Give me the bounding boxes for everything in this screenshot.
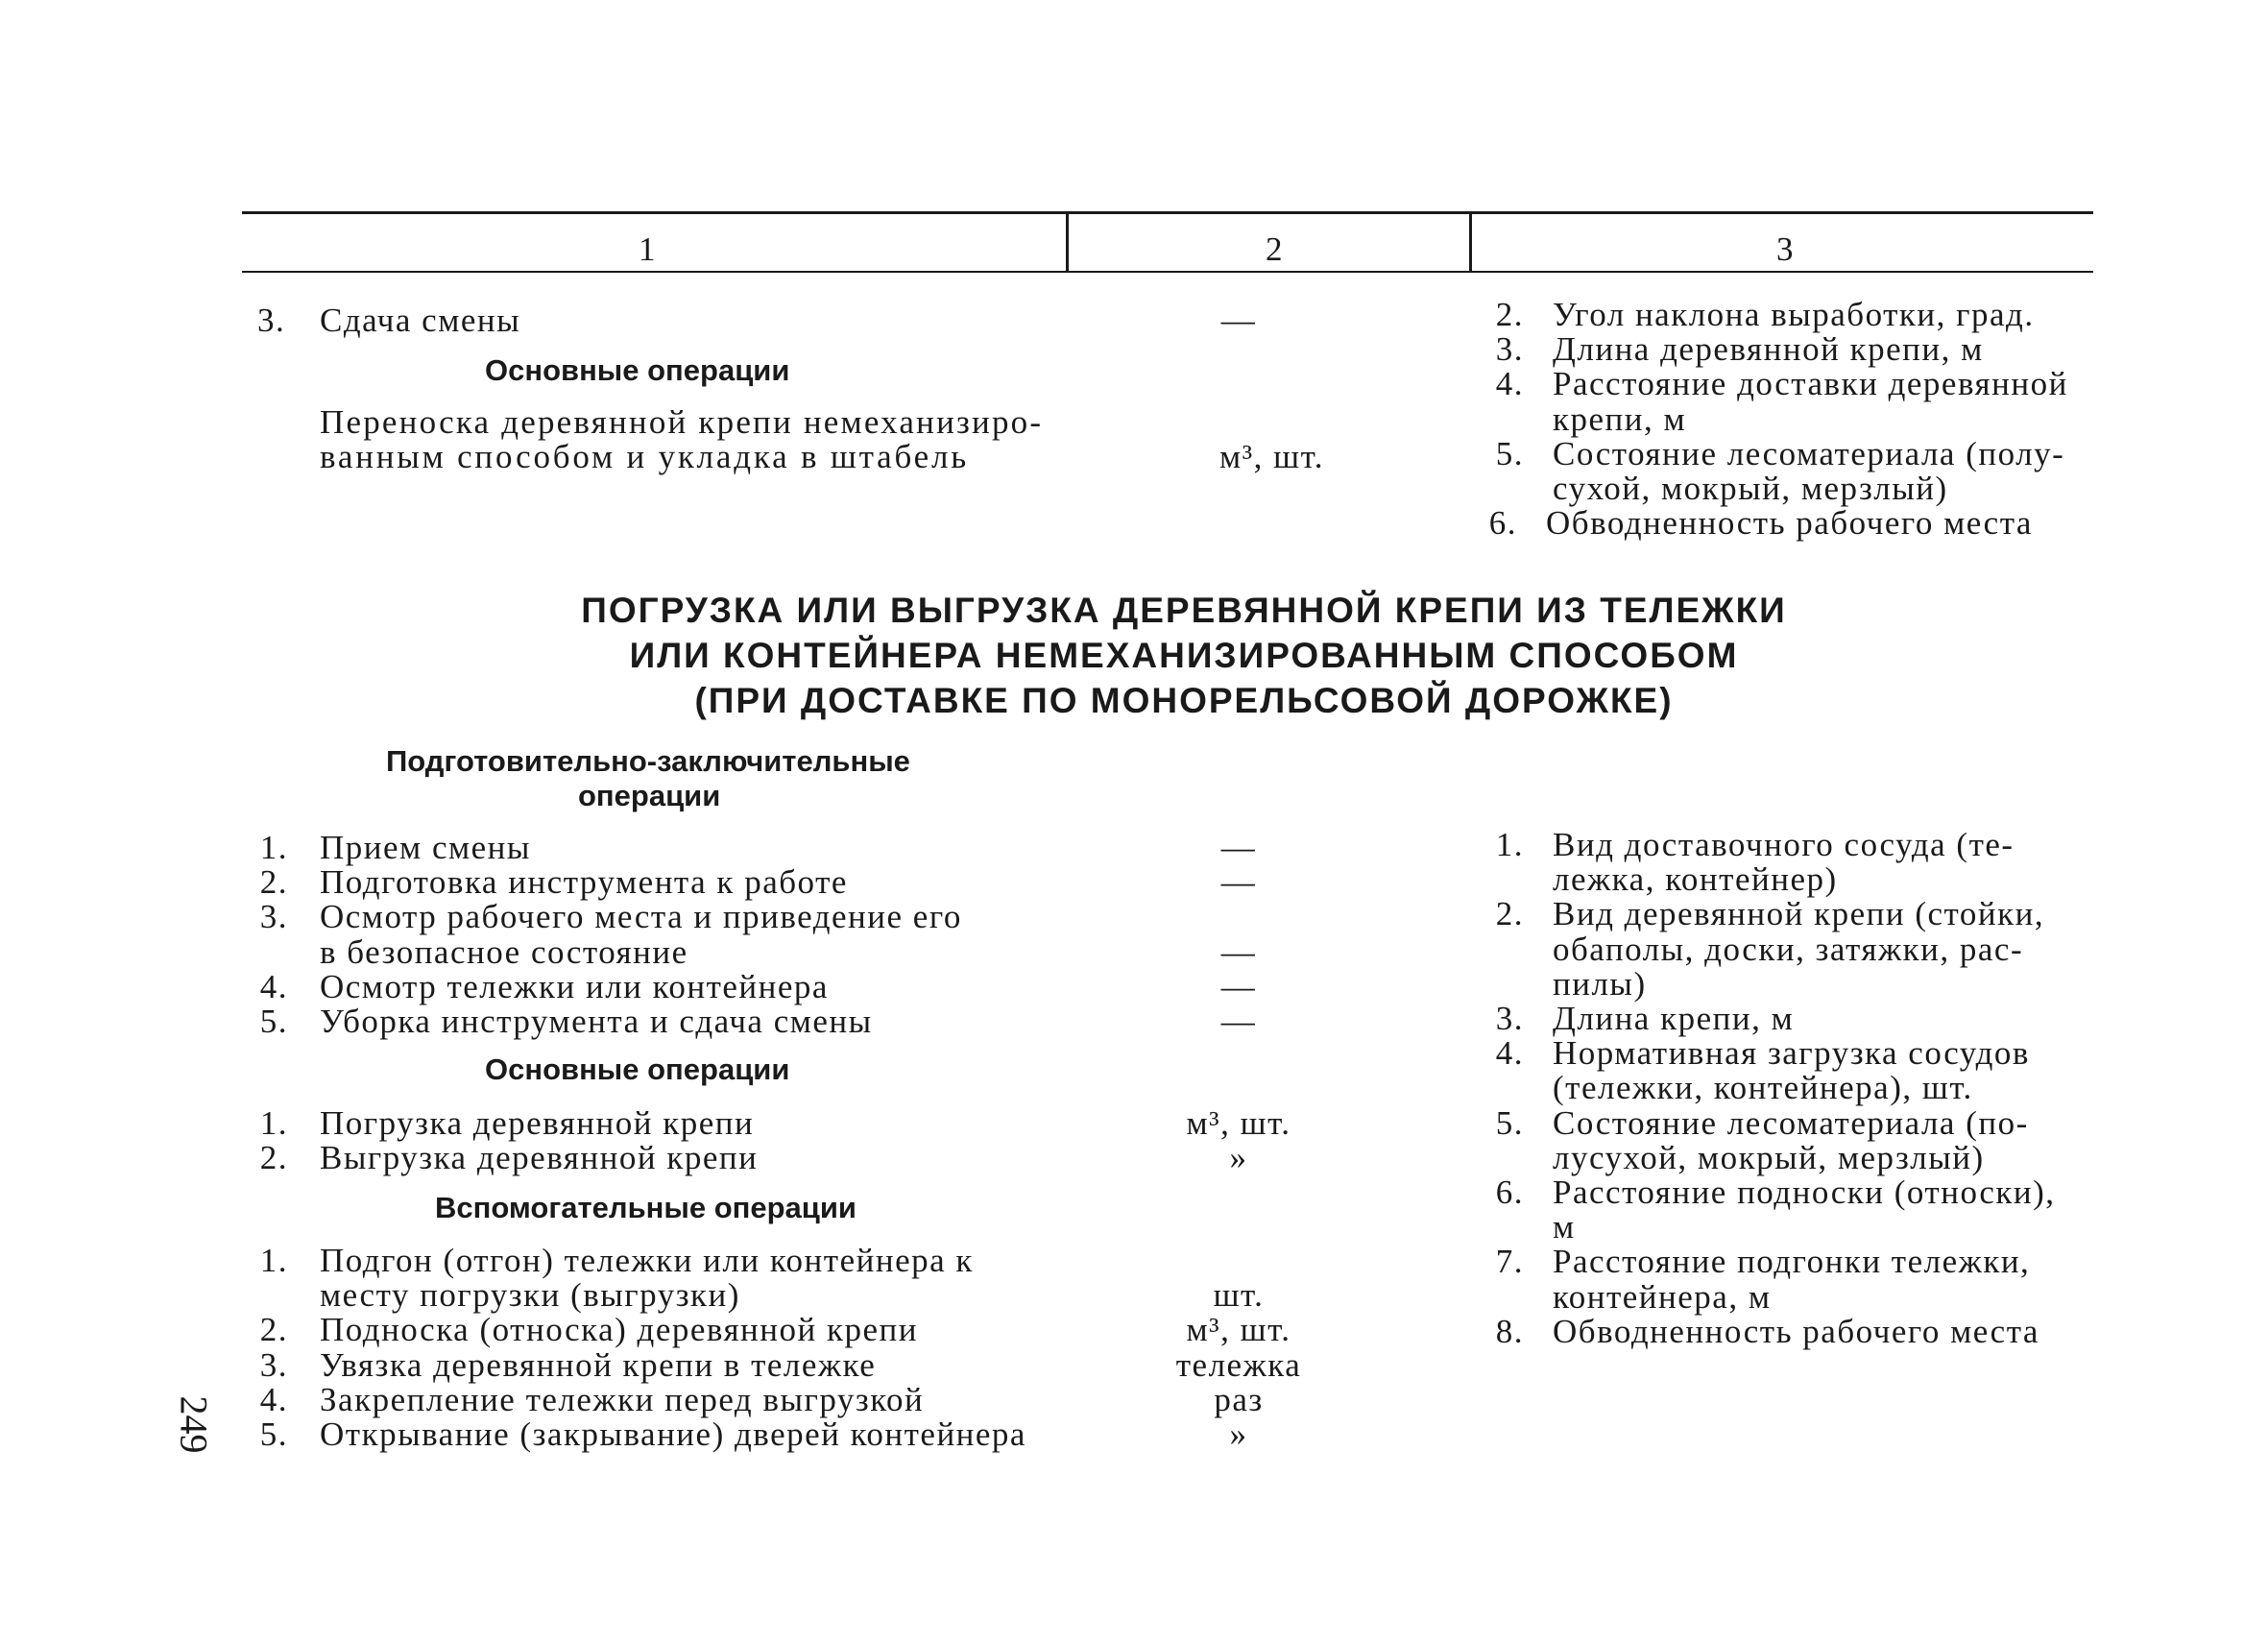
prep-item-text: Прием смены [320, 829, 531, 866]
factor-text: м [1553, 1208, 1576, 1246]
main-item-text: Погрузка деревянной крепи [320, 1104, 755, 1142]
s1-factor-num: 5. [1495, 434, 1524, 472]
factor-text: Длина крепи, м [1553, 1000, 1795, 1037]
header-col2: 2 [1266, 230, 1284, 268]
main-item-unit: м³, шт. [1186, 1104, 1291, 1142]
s1-factor-text: сухой, мокрый, мерзлый) [1553, 470, 1948, 507]
s1-factor-num: 3. [1495, 330, 1524, 369]
aux-item-unit: тележка [1175, 1345, 1302, 1384]
factor-text: пилы) [1553, 964, 1647, 1003]
prep-item-unit: — [1220, 1003, 1257, 1040]
factor-text: лежка, контейнер) [1553, 860, 1838, 899]
s1-main-line2: ванным способом и укладка в штабель [320, 438, 970, 475]
aux-item-num: 2. [259, 1311, 288, 1349]
prep-item-num: 4. [259, 967, 288, 1005]
prep-heading-2: операции [578, 779, 721, 812]
s1-factor-text: Обводненность рабочего места [1546, 504, 2033, 543]
prep-item-num: 3. [259, 898, 288, 936]
s1-main-line1: Переноска деревянной крепи немеханизиро- [320, 403, 1044, 441]
main-heading: Основные операции [485, 1052, 790, 1086]
aux-heading: Вспомогательные операции [435, 1191, 857, 1224]
factor-text: Расстояние подгонки тележки, [1553, 1243, 2031, 1281]
aux-item-num: 3. [259, 1345, 288, 1384]
aux-item-num: 4. [259, 1380, 288, 1418]
prep-item-unit: — [1220, 932, 1257, 971]
aux-item-unit: шт. [1213, 1276, 1265, 1315]
aux-item-text: Открывание (закрывание) дверей контейнера [320, 1415, 1026, 1453]
prep-item-num: 1. [259, 829, 288, 866]
main-item-text: Выгрузка деревянной крепи [320, 1139, 759, 1177]
prep-item-num: 2. [259, 863, 288, 902]
prep-item-text: в безопасное состояние [320, 932, 688, 971]
aux-item-text: Закрепление тележки перед выгрузкой [320, 1380, 925, 1418]
s1-row3-text: Сдача смены [320, 302, 521, 339]
title-line2: ИЛИ КОНТЕЙНЕРА НЕМЕХАНИЗИРОВАННЫМ СПОСОБОМ [629, 636, 1739, 675]
factor-text: Нормативная загрузка сосудов [1553, 1034, 2030, 1073]
main-item-unit: » [1229, 1139, 1248, 1177]
s1-main-heading: Основные операции [485, 353, 790, 387]
header-top-rule [242, 211, 2093, 214]
aux-item-text: Увязка деревянной крепи в тележке [320, 1345, 877, 1384]
factor-text: Обводненность рабочего места [1553, 1312, 2039, 1350]
factor-num: 1. [1495, 826, 1524, 863]
s1-factor-text: крепи, м [1553, 399, 1687, 438]
factor-text: (тележки, контейнера), шт. [1553, 1069, 1973, 1107]
title-line1: ПОГРУЗКА ИЛИ ВЫГРУЗКА ДЕРЕВЯННОЙ КРЕПИ ИЗ ТЕЛЕЖКИ [581, 591, 1787, 630]
factor-num: 7. [1495, 1243, 1524, 1281]
s1-row3-num: 3. [257, 302, 286, 339]
factor-num: 3. [1495, 1000, 1524, 1037]
factor-text: Состояние лесоматериала (по- [1553, 1103, 2029, 1142]
factor-text: Вид доставочного сосуда (те- [1553, 826, 2015, 863]
s1-main-unit: м³, шт. [1219, 438, 1325, 475]
factor-num: 2. [1495, 895, 1524, 933]
prep-item-unit: — [1220, 829, 1257, 866]
factor-num: 6. [1495, 1173, 1524, 1211]
aux-item-num: 1. [259, 1242, 288, 1279]
prep-heading-1: Подготовительно-заключительные [386, 744, 910, 778]
factor-text: Расстояние подноски (относки), [1553, 1173, 2056, 1211]
main-item-num: 2. [259, 1139, 288, 1177]
prep-item-num: 5. [259, 1003, 288, 1040]
aux-item-num: 5. [259, 1415, 288, 1453]
aux-item-unit: раз [1214, 1380, 1264, 1418]
s1-factor-text: Состояние лесоматериала (полу- [1553, 434, 2065, 472]
s1-factor-num: 2. [1495, 296, 1524, 333]
aux-item-text: месту погрузки (выгрузки) [320, 1276, 740, 1315]
factor-text: обаполы, доски, затяжки, рас- [1553, 930, 2024, 968]
prep-item-text: Осмотр тележки или контейнера [320, 967, 829, 1005]
aux-item-text: Подноска (относка) деревянной крепи [320, 1311, 918, 1349]
prep-item-text: Подготовка инструмента к работе [320, 863, 848, 902]
factor-text: лусухой, мокрый, мерзлый) [1553, 1138, 1985, 1176]
prep-item-unit: — [1220, 863, 1257, 902]
title-line3: (ПРИ ДОСТАВКЕ ПО МОНОРЕЛЬСОВОЙ ДОРОЖКЕ) [694, 681, 1674, 720]
aux-item-unit: » [1229, 1415, 1248, 1453]
factor-num: 8. [1495, 1312, 1524, 1350]
s1-factor-text: Угол наклона выработки, град. [1553, 296, 2035, 333]
s1-factor-num: 4. [1495, 365, 1524, 403]
header-col3: 3 [1776, 230, 1795, 268]
aux-item-unit: м³, шт. [1186, 1311, 1291, 1349]
prep-item-text: Уборка инструмента и сдача смены [320, 1003, 873, 1040]
s1-factor-num: 6. [1488, 504, 1517, 543]
header-divider-2 [1469, 213, 1472, 271]
aux-item-text: Подгон (отгон) тележки или контейнера к [320, 1242, 974, 1279]
prep-item-unit: — [1220, 967, 1257, 1005]
header-divider-1 [1066, 213, 1069, 271]
header-col1: 1 [639, 230, 657, 268]
page-number: 249 [172, 1395, 216, 1454]
s1-row3-unit: — [1220, 302, 1257, 339]
prep-item-text: Осмотр рабочего места и приведение его [320, 898, 962, 936]
factor-num: 5. [1495, 1103, 1524, 1142]
main-item-num: 1. [259, 1104, 288, 1142]
s1-factor-text: Расстояние доставки деревянной [1553, 365, 2068, 403]
factor-text: Вид деревянной крепи (стойки, [1553, 895, 2045, 933]
factor-text: контейнера, м [1553, 1277, 1772, 1316]
factor-num: 4. [1495, 1034, 1524, 1073]
header-bottom-rule [242, 271, 2093, 273]
s1-factor-text: Длина деревянной крепи, м [1553, 330, 1984, 369]
